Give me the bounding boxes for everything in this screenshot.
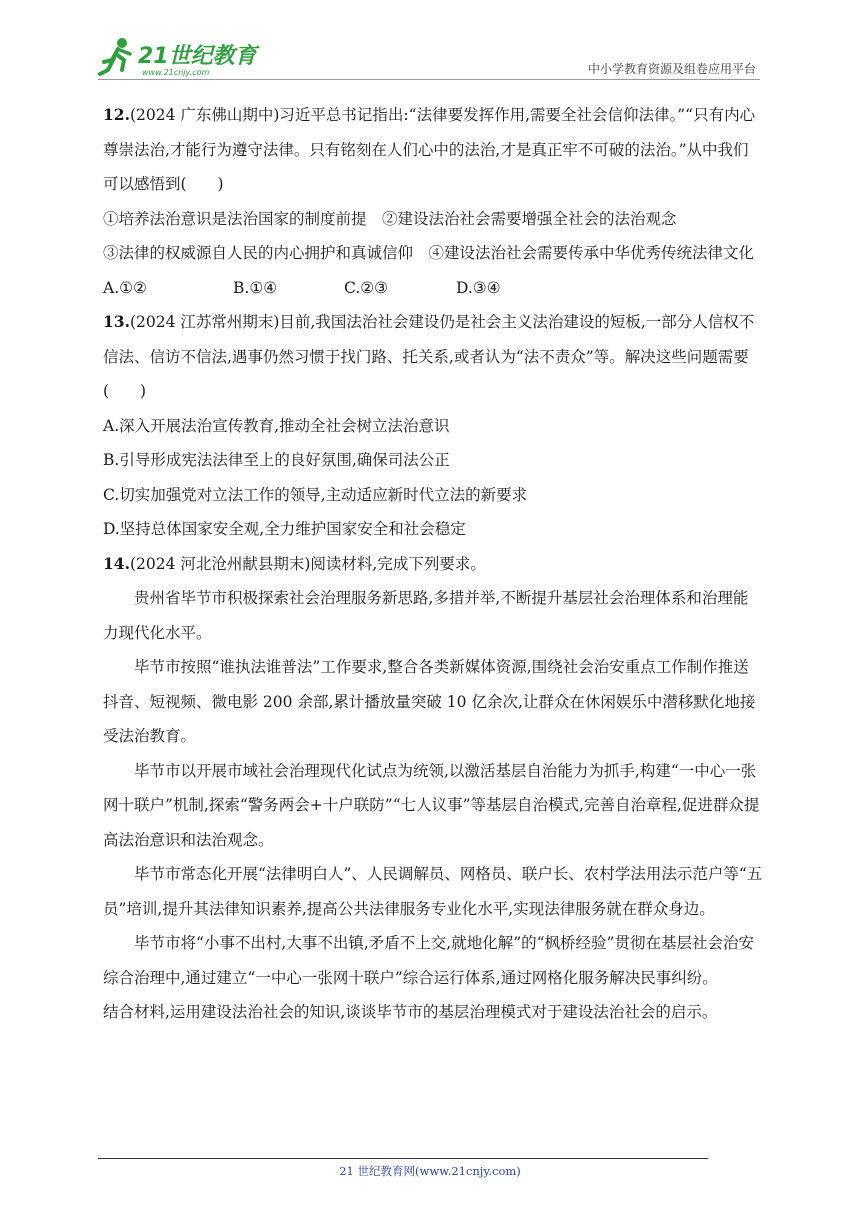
option-c: C.②③: [344, 278, 389, 297]
material-paragraph: 毕节市以开展市域社会治理现代化试点为统领,以激活基层自治能力为抓手,构建“一中心一张网十联户”机制,探索“警务两会+十户联防”“七人议事”等基层自治模式,完善自治章程,促进群众提高法治意识和法治观念。: [103, 761, 760, 849]
header-divider: [98, 79, 760, 80]
q12-statements-line1: ①培养法治意识是法治国家的制度前提 ②建设法治社会需要增强全社会的法治观念: [103, 209, 677, 228]
material-paragraph: 毕节市将“小事不出村,大事不出镇,矛盾不上交,就地化解”的“枫桥经验”贯彻在基层社会治安综合治理中,通过建立“一中心一张网十联户”综合运行体系,通过网格化服务解决民事纠纷。: [103, 934, 754, 987]
question-text: (2024 河北沧州献县期末)阅读材料,完成下列要求。: [129, 554, 486, 573]
q12-statements-line2: ③法律的权威源自人民的内心拥护和真诚信仰 ④建设法治社会需要传承中华优秀传统法律文化: [103, 244, 755, 262]
material-paragraph: 毕节市常态化开展“法律明白人”、人民调解员、网格员、联户长、农村学法用法示范户等“五员”培训,提升其法律知识素养,提高公共法律服务专业化水平,实现法律服务就在群众身边。: [103, 865, 763, 918]
question-text: (2024 江苏常州期末)目前,我国法治社会建设仍是社会主义法治建设的短板,一部分人信权不信法、信访不信法,遇事仍然习惯于找门路、托关系,或者认为“法不责众”等。解决这些问题需要( ): [103, 313, 755, 400]
question-12-stem: [103, 98, 763, 202]
q12-options: [103, 271, 763, 306]
site-name: 中小学教育资源及组卷应用平台: [587, 62, 756, 76]
logo-21cnjy: [98, 36, 268, 78]
logo-url: www.21cnjy.com: [142, 68, 210, 77]
option-b: B.引导形成宪法法律至上的良好氛围,确保司法公正: [103, 451, 450, 469]
question-number: 12.: [103, 105, 130, 124]
question-13-stem: [103, 305, 763, 409]
option-d: D.③④: [456, 278, 501, 297]
option-b: B.①④: [233, 278, 278, 297]
question-text: (2024 广东佛山期中)习近平总书记指出:“法律要发挥作用,需要全社会信仰法律。”“只有内心尊崇法治,才能行为遵守法律。只有铭刻在人们心中的法治,才是真正牢不可破的法治。”从中我们可以感悟到( ): [103, 106, 756, 193]
footer-divider: [98, 1158, 708, 1159]
option-c: C.切实加强党对立法工作的领导,主动适应新时代立法的新要求: [103, 485, 528, 504]
page-footer: 21 世纪教育网(www.21cnjy.com): [339, 1164, 521, 1178]
question-14-stem: [103, 547, 763, 582]
page-header: [98, 36, 760, 80]
question-content: [103, 98, 763, 1030]
runner-icon: [100, 38, 130, 74]
option-a: A.深入开展法治宣传教育,推动全社会树立法治意识: [103, 416, 450, 435]
material-paragraph: 贵州省毕节市积极探索社会治理服务新思路,多措并举,不断提升基层社会治理体系和治理能力现代化水平。: [103, 589, 749, 642]
question-number: 14.: [103, 553, 130, 573]
question-14-task: 结合材料,运用建设法治社会的知识,谈谈毕节市的基层治理模式对于建设法治社会的启示。: [103, 1003, 718, 1021]
logo-text: 21世纪教育: [138, 44, 257, 69]
option-d: D.坚持总体国家安全观,全力维护国家安全和社会稳定: [103, 520, 466, 538]
option-a: A.①②: [103, 278, 147, 297]
question-number: 13.: [103, 312, 130, 331]
material-paragraph: 毕节市按照“谁执法谁普法”工作要求,整合各类新媒体资源,围绕社会治安重点工作制作推送抖音、短视频、微电影 200 余部,累计播放量突破 10 亿余次,让群众在休闲娱乐中潜移默化地接受法治教育。: [103, 658, 756, 745]
